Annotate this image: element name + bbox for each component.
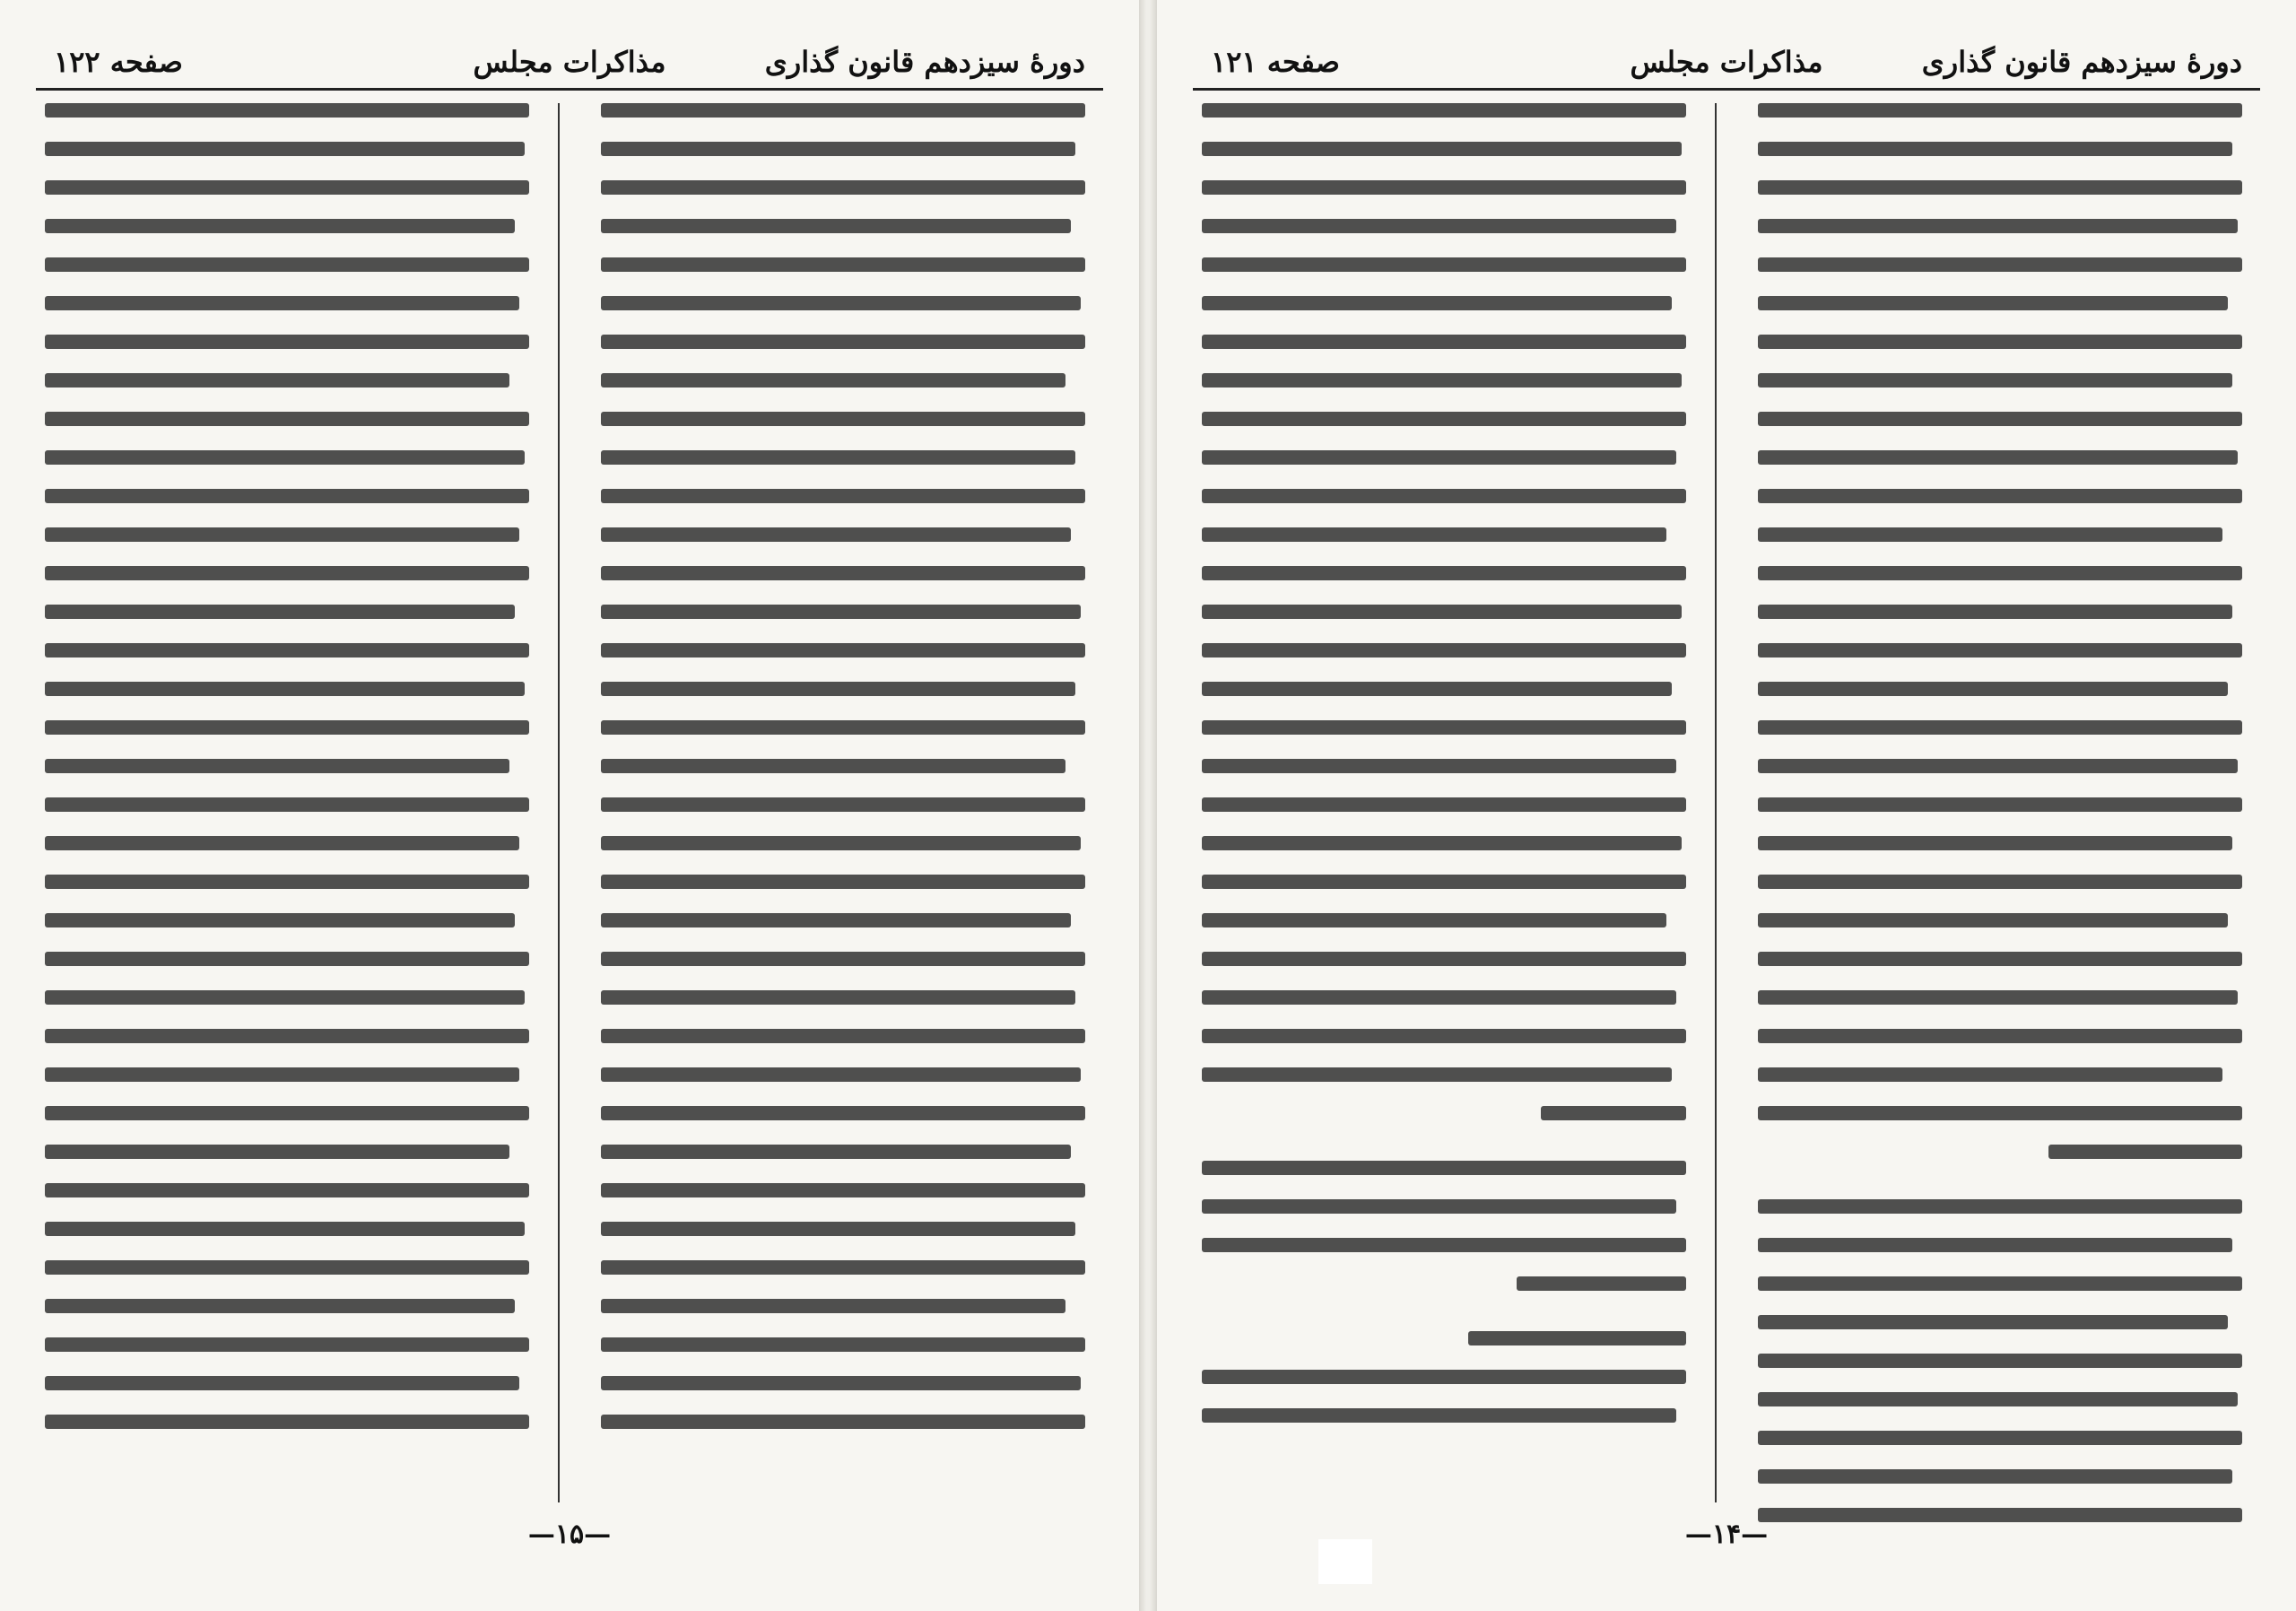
text-column-left [1202, 103, 1686, 1502]
header-series: دورهٔ سیزدهم قانون گذاری [1921, 45, 2242, 79]
header-title: مذاکرات مجلس [1630, 45, 1823, 79]
header-rule [36, 88, 1103, 91]
page-header [1193, 36, 2260, 90]
text-column-right [601, 103, 1085, 1502]
page-number: —۱۵— [527, 1519, 612, 1550]
column-divider [1715, 103, 1717, 1502]
right-page [1157, 0, 2296, 1611]
page-number: —۱۴— [1684, 1519, 1769, 1550]
paper-blemish [1318, 1539, 1372, 1584]
header-title: مذاکرات مجلس [473, 45, 666, 79]
text-column-left [45, 103, 529, 1502]
page-header [36, 36, 1103, 90]
header-series: دورهٔ سیزدهم قانون گذاری [764, 45, 1085, 79]
book-gutter [1139, 0, 1157, 1611]
header-rule [1193, 88, 2260, 91]
header-page-label: صفحه ۱۲۲ [54, 45, 183, 79]
header-page-label: صفحه ۱۲۱ [1211, 45, 1340, 79]
column-divider [558, 103, 560, 1502]
text-column-right [1758, 103, 2242, 1502]
left-page [0, 0, 1139, 1611]
